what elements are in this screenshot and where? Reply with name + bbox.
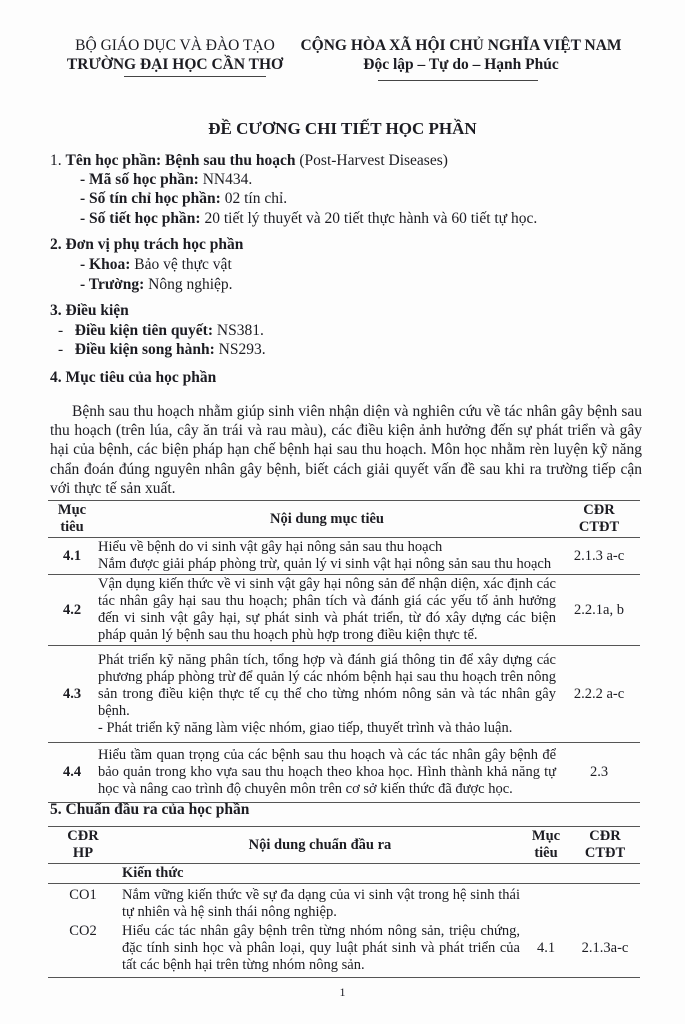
bullet-dash: - bbox=[58, 322, 64, 339]
faculty-value: Bảo vệ thực vật bbox=[134, 256, 232, 273]
objective-content bbox=[96, 646, 558, 743]
header-cdr bbox=[570, 827, 640, 864]
objective-cdr: 2.2.2 a-c bbox=[573, 685, 625, 702]
bullet-dash: - bbox=[58, 341, 64, 358]
table-row bbox=[48, 646, 640, 743]
header-content: Nội dung mục tiêu bbox=[269, 510, 384, 527]
table-row bbox=[48, 743, 640, 803]
objectives-paragraph: Bệnh sau thu hoạch nhằm giúp sinh viên nhận diện và nghiên cứu về tác nhân gây bệnh sau thu hoạch (trên lúa, cây ăn trái và rau màu), các điều kiện ảnh hưởng đến sự phát triển và gây hại của bệnh, các biện pháp hạn chế bệnh hại sau thu hoạch. Môn học nhằm rèn luyện kỹ năng chẩn đoán đúng nguyên nhân gây bệnh, biết cách giải quyết vấn đề sau khi ra trường tiếp cận với thực tế sản xuất. bbox=[50, 403, 642, 497]
university-name: TRƯỜNG ĐẠI HỌC CẦN THƠ bbox=[66, 56, 284, 73]
header-cdr-line2: CTĐT bbox=[584, 845, 626, 861]
section4-heading: 4. Mục tiêu của học phần bbox=[50, 369, 217, 386]
outcome-id: CO1 bbox=[69, 887, 97, 903]
table-row bbox=[48, 922, 640, 978]
school-line bbox=[80, 276, 233, 294]
group-row bbox=[48, 864, 640, 884]
table-row bbox=[48, 538, 640, 575]
republic-name: CỘNG HÒA XÃ HỘI CHỦ NGHĨA VIỆT NAM bbox=[300, 37, 622, 54]
faculty-line bbox=[80, 256, 232, 274]
objectives-table bbox=[48, 500, 640, 803]
course-code-value: NN434. bbox=[202, 171, 253, 188]
objective-line: Nắm được giải pháp phòng trừ, quản lý vi sinh vật hại nông sản sau thu hoạch bbox=[98, 556, 552, 572]
outcome-cdr: 2.1.3a-c bbox=[581, 940, 629, 956]
prerequisite-label: Điều kiện tiên quyết: bbox=[74, 322, 214, 339]
corequisite-label: Điều kiện song hành: bbox=[74, 341, 215, 358]
header-cdr-line1: CĐR bbox=[583, 502, 615, 518]
section1-label: Tên học phần: bbox=[65, 152, 162, 169]
objective-line: Hiểu tầm quan trọng của các bệnh sau thu hoạch và các tác nhân gây bệnh để bảo quản trong kho vựa sau thu hoạch theo khoa học. Hình thành khả năng tự học và nâng cao trình độ chuyên môn trên cơ sở kiến thức đã được học. bbox=[98, 747, 556, 797]
group-spacer bbox=[570, 864, 640, 884]
prerequisite-line bbox=[58, 322, 264, 340]
objective-line: - Phát triển kỹ năng làm việc nhóm, giao tiếp, thuyết trình và thảo luận. bbox=[98, 719, 513, 736]
header-outcome-content: Nội dung chuẩn đầu ra bbox=[248, 836, 392, 853]
ministry-name: BỘ GIÁO DỤC VÀ ĐÀO TẠO bbox=[75, 37, 275, 54]
course-name: Bệnh sau thu hoạch bbox=[165, 152, 296, 169]
header-cdr-hp bbox=[48, 827, 118, 864]
outcome-objective: 4.1 bbox=[536, 940, 556, 956]
section1-num: 1. bbox=[50, 152, 62, 169]
ministry-header bbox=[60, 36, 290, 74]
credits-value: 02 tín chỉ. bbox=[224, 190, 288, 207]
header-objective bbox=[48, 501, 96, 538]
table-header-row bbox=[48, 501, 640, 538]
outcome-cdr bbox=[570, 884, 640, 923]
course-code-line bbox=[80, 171, 252, 189]
header-objective-line2: tiêu bbox=[534, 845, 558, 861]
objective-id: 4.4 bbox=[62, 764, 82, 780]
outcome-id: CO2 bbox=[69, 923, 97, 939]
school-value: Nông nghiệp. bbox=[148, 276, 233, 293]
section3-heading: 3. Điều kiện bbox=[50, 302, 129, 319]
section1-heading bbox=[50, 152, 448, 170]
corequisite-value: NS293. bbox=[218, 341, 266, 358]
table-row bbox=[48, 884, 640, 923]
objective-content bbox=[96, 538, 558, 575]
school-label: - Trường: bbox=[80, 276, 145, 293]
header-objective-line2: tiêu bbox=[60, 519, 84, 535]
header-cdr bbox=[558, 501, 640, 538]
section5-heading: 5. Chuẩn đầu ra của học phần bbox=[50, 801, 250, 818]
course-code-label: - Mã số học phần: bbox=[80, 171, 199, 188]
objective-id: 4.3 bbox=[62, 685, 82, 702]
prerequisite-value: NS381. bbox=[216, 322, 264, 339]
credits-label: - Số tín chỉ học phần: bbox=[80, 190, 221, 207]
group-label: Kiến thức bbox=[122, 865, 184, 881]
objective-cdr: 2.1.3 a-c bbox=[573, 547, 625, 564]
objective-cdr: 2.3 bbox=[589, 764, 609, 780]
periods-line bbox=[80, 210, 537, 228]
header-objective bbox=[522, 827, 570, 864]
section2-heading: 2. Đơn vị phụ trách học phần bbox=[50, 236, 244, 253]
objective-id: 4.2 bbox=[62, 601, 82, 618]
objective-cdr: 2.2.1a, b bbox=[574, 601, 624, 618]
outcome-objective bbox=[522, 884, 570, 923]
republic-header bbox=[296, 36, 626, 74]
course-english-name: (Post-Harvest Diseases) bbox=[299, 152, 448, 169]
faculty-label: - Khoa: bbox=[80, 256, 131, 273]
header-cdr-hp-line1: CĐR bbox=[67, 828, 99, 844]
objective-line: Phát triển kỹ năng phân tích, tổng hợp và đánh giá thông tin để xây dựng các phương pháp phòng trừ để quản lý các nhóm bệnh hại sau thu hoạch trên nông sản trong điều kiện thực tế cụ thể cho từng nhóm nông sản và tác nhân gây bệnh. bbox=[98, 651, 556, 719]
objective-content bbox=[96, 575, 558, 646]
motto-underline bbox=[378, 80, 538, 81]
objective-content bbox=[96, 743, 558, 803]
periods-value: 20 tiết lý thuyết và 20 tiết thực hành và 60 tiết tự học. bbox=[204, 210, 538, 227]
header-objective-line1: Mục bbox=[57, 502, 87, 518]
header-objective-line1: Mục bbox=[531, 828, 561, 844]
table-row bbox=[48, 575, 640, 646]
page-number: 1 bbox=[339, 985, 346, 999]
table-header-row bbox=[48, 827, 640, 864]
university-underline bbox=[124, 76, 266, 77]
corequisite-line bbox=[58, 341, 266, 359]
header-cdr-line1: CĐR bbox=[589, 828, 621, 844]
periods-label: - Số tiết học phần: bbox=[80, 210, 201, 227]
credits-line bbox=[80, 190, 287, 208]
objective-line: Hiểu về bệnh do vi sinh vật gây hại nông sản sau thu hoạch bbox=[98, 539, 443, 555]
outcome-content: Nắm vững kiến thức về sự đa dạng của vi sinh vật trong hệ sinh thái tự nhiên và hệ sinh thái nông nghiệp. bbox=[122, 887, 520, 920]
objective-line: Vận dụng kiến thức về vi sinh vật gây hại nông sản để nhận diện, xác định các tác nhân gây hại sau thu hoạch; phân tích và đánh giá các yếu tố ảnh hưởng đến vi sinh vật gây hại, sự phát sinh và phát triển, từ đó xây dựng các biện pháp quản lý bệnh sau thu hoạch phù hợp trong điều kiện thực tế. bbox=[98, 576, 556, 643]
header-cdr-hp-line2: HP bbox=[72, 845, 94, 861]
objective-id: 4.1 bbox=[62, 547, 82, 564]
header-cdr-line2: CTĐT bbox=[578, 519, 620, 535]
outcome-content: Hiểu các tác nhân gây bệnh trên từng nhóm nông sản, triệu chứng, đặc tính sinh học và phân loại, quy luật phát sinh và phát triển của tất các bệnh hại trên từng nhóm nông sản. bbox=[122, 923, 520, 973]
outcomes-table bbox=[48, 826, 640, 978]
document-title: ĐỀ CƯƠNG CHI TIẾT HỌC PHẦN bbox=[208, 119, 477, 138]
group-spacer bbox=[48, 864, 118, 884]
group-spacer bbox=[522, 864, 570, 884]
republic-motto: Độc lập – Tự do – Hạnh Phúc bbox=[363, 56, 559, 73]
